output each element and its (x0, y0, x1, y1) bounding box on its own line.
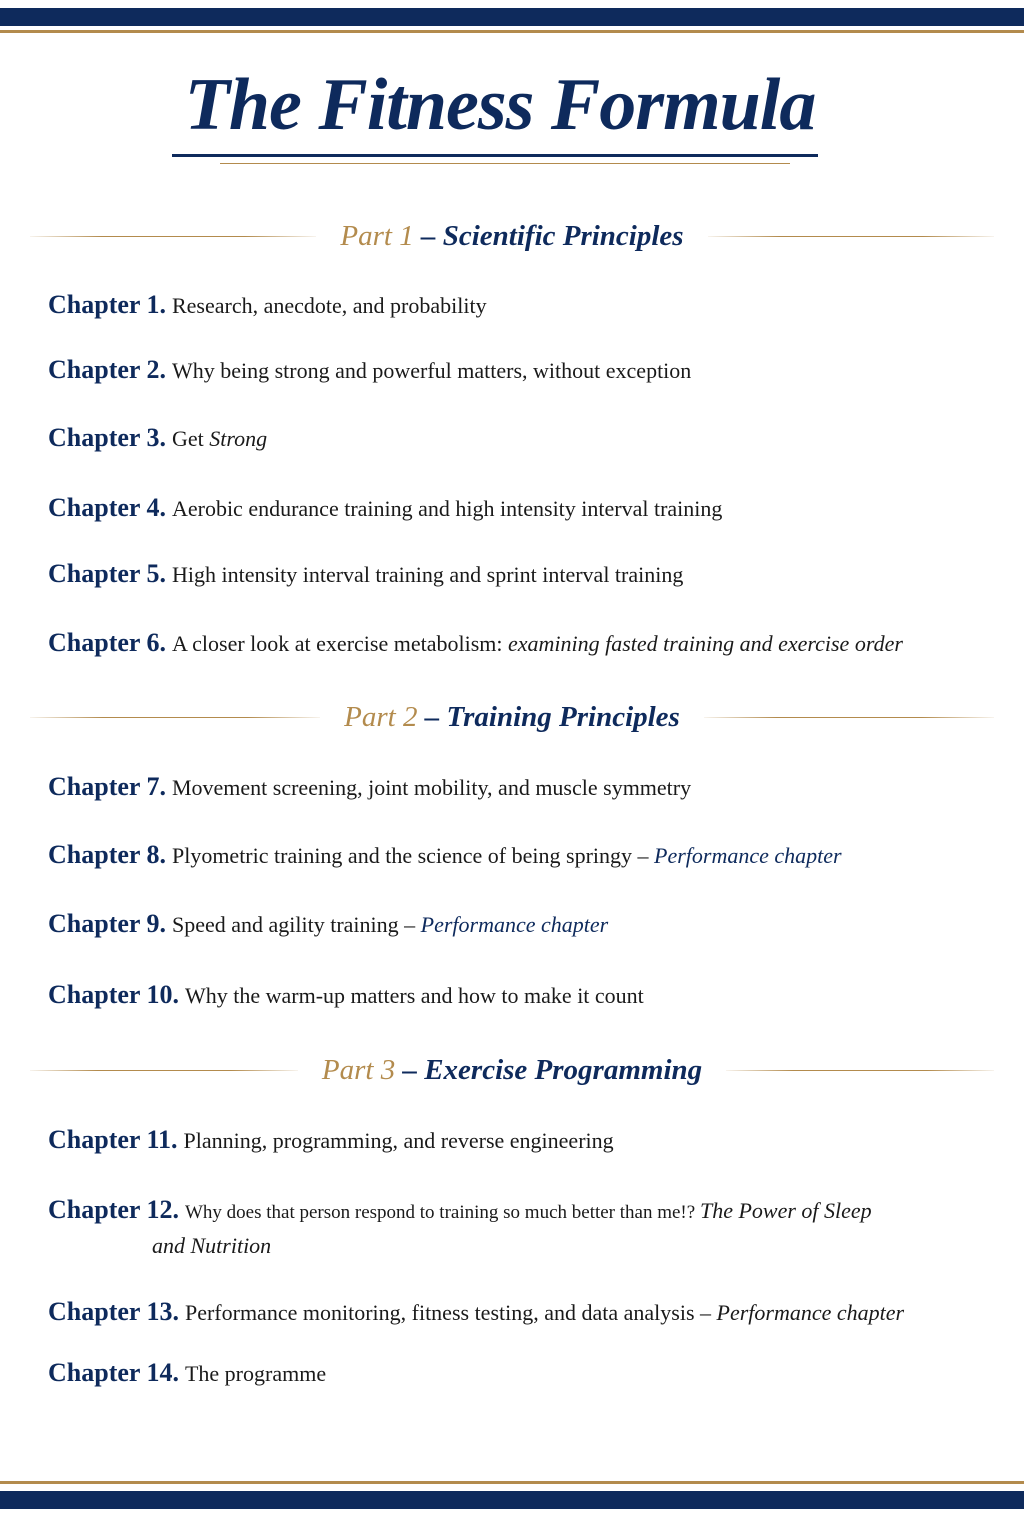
title-underline (172, 154, 818, 157)
chapter-14 (48, 1356, 978, 1390)
chapter-title: Research, anecdote, and probability (171, 293, 487, 318)
chapter-label: Chapter 9. (48, 909, 166, 938)
title-underline-gold (220, 163, 790, 164)
part-1-header (30, 216, 994, 256)
chapter-title: Performance monitoring, fitness testing, and data analysis – (184, 1300, 717, 1325)
chapter-2 (48, 353, 978, 387)
chapter-label: Chapter 6. (48, 628, 166, 657)
chapter-title: Why being strong and powerful matters, without exception (171, 358, 692, 383)
divider-left (30, 236, 316, 237)
chapter-title: Why does that person respond to training so much better than me!? (184, 1202, 700, 1223)
chapter-title: The programme (184, 1361, 327, 1386)
chapter-label: Chapter 4. (48, 493, 166, 522)
part-dash: – (395, 1053, 425, 1086)
chapter-title-italic-cont: and Nutrition (152, 1233, 272, 1258)
top-gold-rule (0, 30, 1024, 33)
chapter-label: Chapter 2. (48, 355, 166, 384)
chapter-title: Planning, programming, and reverse engineering (183, 1128, 614, 1153)
chapter-3 (48, 421, 978, 455)
chapter-title: Movement screening, joint mobility, and muscle symmetry (171, 775, 692, 800)
chapter-title: Get (171, 426, 210, 451)
divider-left (30, 717, 320, 718)
chapter-8 (48, 838, 978, 872)
chapter-13 (48, 1295, 978, 1329)
part-dash: – (413, 219, 443, 252)
part-2-header (30, 697, 994, 737)
chapter-7 (48, 770, 978, 804)
part-number: Part 2 (344, 700, 418, 733)
performance-tag: Performance chapter (654, 843, 842, 868)
bottom-navy-band (0, 1491, 1024, 1509)
page-title: The Fitness Formula (184, 64, 816, 146)
chapter-title-italic: examining fasted training and exercise order (507, 631, 903, 656)
part-name: Training Principles (446, 700, 680, 733)
chapter-1 (48, 288, 978, 322)
chapter-label: Chapter 13. (48, 1297, 179, 1326)
divider-left (30, 1070, 298, 1071)
chapter-label: Chapter 1. (48, 290, 166, 319)
divider-right (704, 717, 994, 718)
chapter-6 (48, 626, 978, 660)
chapter-label: Chapter 11. (48, 1125, 178, 1154)
chapter-4 (48, 491, 978, 525)
chapter-title: Plyometric training and the science of being springy – (171, 843, 655, 868)
chapter-title: Why the warm-up matters and how to make it count (184, 983, 644, 1008)
chapter-12 (48, 1193, 978, 1262)
divider-right (708, 236, 994, 237)
part-name: Scientific Principles (442, 219, 684, 252)
chapter-label: Chapter 12. (48, 1195, 179, 1224)
part-dash: – (417, 700, 447, 733)
chapter-label: Chapter 5. (48, 559, 166, 588)
divider-right (726, 1070, 994, 1071)
chapter-11 (48, 1123, 978, 1157)
part-2-heading (320, 701, 704, 734)
chapter-title: A closer look at exercise metabolism: (171, 631, 508, 656)
bottom-gold-rule (0, 1481, 1024, 1484)
chapter-title-italic: The Power of Sleep (699, 1198, 872, 1223)
chapter-title: Speed and agility training – (171, 912, 421, 937)
chapter-label: Chapter 8. (48, 840, 166, 869)
chapter-10 (48, 978, 978, 1012)
part-number: Part 3 (321, 1053, 396, 1086)
performance-tag: Performance chapter (420, 912, 609, 937)
chapter-title-italic: Strong (209, 426, 268, 451)
chapter-title: High intensity interval training and sprint interval training (171, 562, 684, 587)
chapter-title: Aerobic endurance training and high intensity interval training (171, 496, 723, 521)
chapter-label: Chapter 7. (48, 772, 166, 801)
chapter-9 (48, 907, 978, 941)
part-3-heading (298, 1054, 726, 1087)
part-3-header (30, 1050, 994, 1090)
top-navy-band (0, 8, 1024, 26)
part-1-heading (316, 220, 707, 253)
chapter-5 (48, 557, 978, 591)
chapter-label: Chapter 14. (48, 1358, 179, 1387)
part-name: Exercise Programming (424, 1053, 703, 1086)
chapter-label: Chapter 10. (48, 980, 179, 1009)
chapter-label: Chapter 3. (48, 423, 166, 452)
part-number: Part 1 (340, 219, 414, 252)
chapter-title-italic: Performance chapter (716, 1300, 905, 1325)
